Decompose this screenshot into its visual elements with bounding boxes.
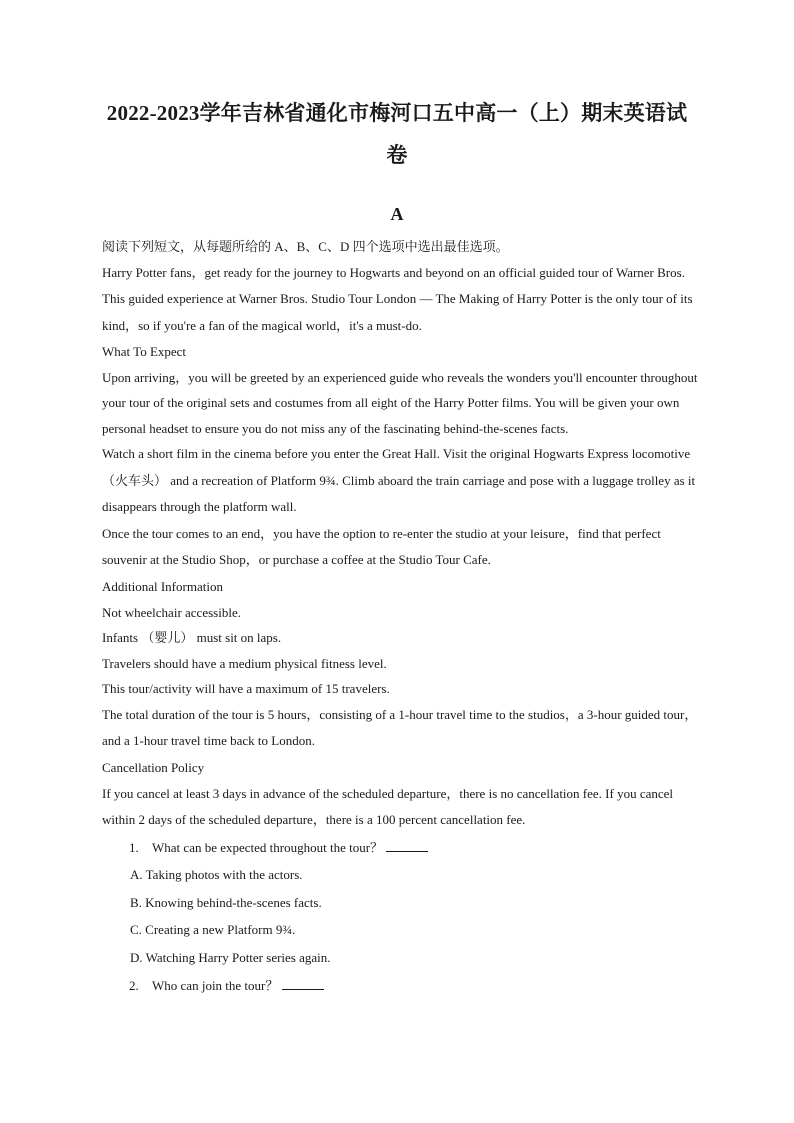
question-2 <box>102 972 702 1000</box>
passage-para-1: Upon arriving，you will be greeted by an experienced guide who reveals the wonders you'll encounter throughout your tour of the original sets and costumes from all eight of the Harry Potter films. You will be given your own personal headset to ensure you do not miss any of the fascinating behind-the-scenes facts. <box>102 369 698 436</box>
question-number: 1. <box>129 839 139 855</box>
info-item: Travelers should have a medium physical fitness level. <box>102 655 387 671</box>
info-item: Not wheelchair accessible. <box>102 604 241 620</box>
option-c: C. Creating a new Platform 9¾. <box>130 922 296 938</box>
exam-title <box>95 92 699 176</box>
passage-para-3: Once the tour comes to an end，you have the option to re-enter the studio at your leisure，find that perfect souvenir at the Studio Shop，or purchase a coffee at the Studio Tour Cafe. <box>102 525 661 568</box>
section-label: A <box>390 204 404 224</box>
heading-cancellation-policy: Cancellation Policy <box>102 759 205 775</box>
question-text: Who can join the tour？ <box>152 977 279 993</box>
answer-blank <box>386 839 428 852</box>
instruction: 阅读下列短文，从每题所给的 A、B、C、D 四个选项中选出最佳选项。 <box>102 239 509 254</box>
title-line-1: 2022-2023学年吉林省通化市梅河口五中高一（上）期末英语试 <box>106 101 688 125</box>
info-item: This tour/activity will have a maximum of 15 travelers. <box>102 681 390 697</box>
question-text: What can be expected throughout the tour？ <box>152 839 384 855</box>
option-b: B. Knowing behind-the-scenes facts. <box>130 894 322 910</box>
info-item: The total duration of the tour is 5 hours，consisting of a 1-hour travel time to the studios，a 3-hour guided tour，and a 1-hour travel time back to London. <box>102 706 698 749</box>
option-d: D. Watching Harry Potter series again. <box>130 950 331 966</box>
answer-blank <box>282 977 324 990</box>
passage-para-4: If you cancel at least 3 days in advance of the scheduled departure，there is no cancellation fee. If you cancel within 2 days of the scheduled departure，there is a 100 percent cancellation fee. <box>102 785 674 828</box>
title-line-2: 卷 <box>386 143 408 167</box>
heading-additional-information: Additional Information <box>102 578 223 594</box>
question-number: 2. <box>129 977 139 993</box>
heading-what-to-expect: What To Expect <box>102 344 187 360</box>
passage-intro: Harry Potter fans，get ready for the journey to Hogwarts and beyond on an official guided tour of Warner Bros. This guided experience at Warner Bros. Studio Tour London — The Making of Harry Potter is the only tour of its kind，so if you're a fan of the magical world，it's a must-do. <box>102 264 693 333</box>
option-a: A. Taking photos with the actors. <box>130 867 303 883</box>
question-1 <box>102 834 702 862</box>
passage-body <box>102 234 702 999</box>
info-item: Infants （婴儿） must sit on laps. <box>102 630 282 646</box>
passage-para-2: Watch a short film in the cinema before you enter the Great Hall. Visit the original Hogwarts Express locomotive （火车头） and a recreation of Platform 9¾. Climb aboard the train carriage and pose with a luggage trolley as it disappears through the platform wall. <box>102 446 696 515</box>
